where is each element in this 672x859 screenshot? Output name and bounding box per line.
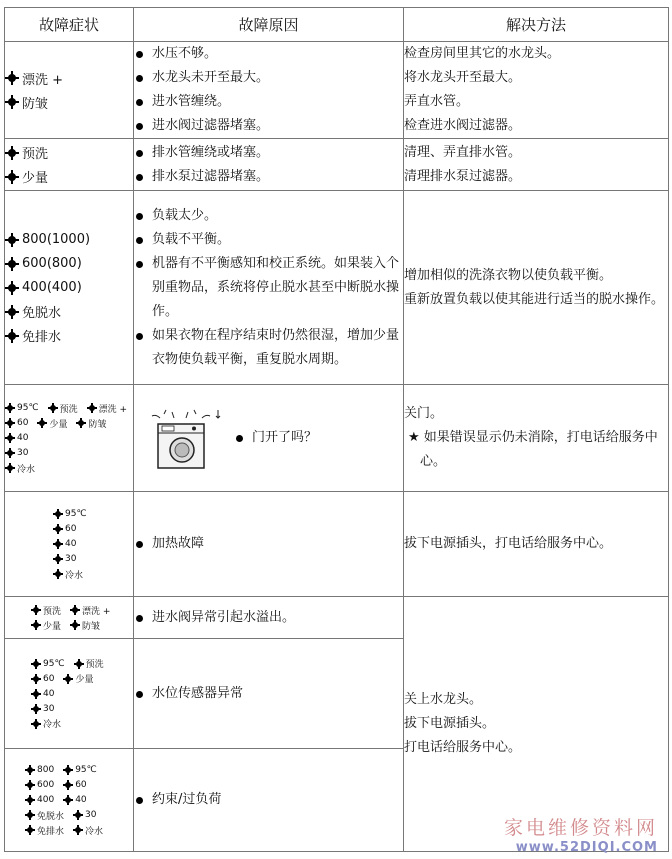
led-indicator-icon — [25, 810, 35, 820]
symptom-label: 漂洗 + — [22, 72, 64, 88]
symptom-label: 免脱水 — [22, 306, 62, 321]
cause-item: 门开了吗？ — [234, 426, 317, 450]
solution-cell — [404, 492, 669, 597]
led-indicator-icon — [25, 765, 35, 775]
cause-item: 约束/过负荷 — [134, 788, 403, 812]
symptom-line — [5, 90, 133, 114]
symptom-indicator — [63, 780, 86, 790]
table-row — [5, 597, 669, 639]
cause-item: 负载太少。 — [134, 204, 403, 228]
solution-item: 清理、弄直排水管。 — [404, 144, 522, 160]
solution-cell — [404, 42, 669, 139]
symptom-indicator — [25, 809, 64, 822]
symptom-label: 400 — [37, 795, 55, 805]
symptom-indicator — [5, 143, 48, 162]
symptom-indicator — [87, 402, 127, 415]
solution-item: 拔下电源插头，打电话给服务中心。 — [404, 536, 613, 551]
symptom-indicator — [53, 568, 83, 581]
table-header-row — [5, 8, 669, 42]
symptom-label: 40 — [17, 433, 29, 443]
symptom-line — [25, 793, 133, 808]
symptom-indicator — [5, 93, 48, 112]
symptom-label: 95℃ — [43, 658, 65, 669]
symptom-line — [53, 522, 133, 537]
cause-cell — [134, 42, 404, 139]
led-indicator-icon — [5, 71, 19, 85]
symptom-label: 预洗 — [43, 606, 62, 617]
symptom-indicator — [63, 765, 97, 775]
symptom-label: 少量 — [49, 419, 68, 430]
symptom-line — [53, 507, 133, 522]
led-indicator-icon — [5, 281, 19, 295]
header-cause: 故障原因 — [134, 8, 404, 42]
table-row — [5, 385, 669, 492]
symptom-label: 冷水 — [85, 826, 104, 837]
symptom-line — [31, 603, 133, 618]
solution-item: 关上水龙头。 — [404, 692, 483, 707]
solution-item: 弄直水管。 — [404, 94, 470, 109]
symptom-line — [31, 656, 133, 671]
symptom-label: 95℃ — [17, 403, 39, 413]
led-indicator-icon — [63, 795, 73, 805]
solution-cell — [404, 385, 669, 492]
symptom-cell — [5, 139, 134, 191]
symptom-line — [5, 300, 133, 324]
symptom-line — [5, 276, 133, 300]
symptom-indicator — [31, 689, 54, 699]
symptom-line — [5, 401, 133, 416]
symptom-indicator — [31, 619, 61, 632]
symptom-indicator — [25, 795, 54, 805]
symptom-label: 少量 — [43, 621, 62, 632]
cause-item: 水位传感器异常 — [134, 682, 403, 706]
symptom-label: 60 — [75, 780, 87, 790]
symptom-line — [31, 701, 133, 716]
symptom-indicator — [5, 403, 39, 413]
cause-item: 排水泵过滤器堵塞。 — [134, 165, 403, 189]
solution-cell — [404, 139, 669, 191]
table-row — [5, 42, 669, 139]
symptom-label: 防皱 — [82, 621, 101, 632]
symptom-line — [25, 778, 133, 793]
table-row — [5, 139, 669, 191]
symptom-indicator — [5, 418, 28, 428]
symptom-label: 30 — [43, 703, 55, 714]
symptom-line — [25, 823, 133, 838]
symptom-cell — [5, 385, 134, 492]
symptom-label: 防皱 — [22, 96, 49, 112]
led-indicator-icon — [76, 418, 86, 428]
symptom-line — [25, 808, 133, 823]
symptom-indicator — [5, 69, 63, 88]
symptom-indicator — [53, 539, 76, 549]
symptom-cell — [5, 639, 134, 749]
led-indicator-icon — [31, 689, 41, 699]
solution-item: 拔下电源插头。 — [404, 716, 496, 731]
symptom-indicator — [74, 657, 104, 670]
symptom-label: 60 — [43, 673, 55, 684]
header-symptom: 故障症状 — [5, 8, 134, 42]
symptom-label: 95℃ — [65, 509, 87, 519]
symptom-label: 30 — [65, 554, 77, 564]
symptom-label: 漂洗 + — [82, 606, 111, 617]
symptom-line — [53, 552, 133, 567]
symptom-cell — [5, 597, 134, 639]
led-indicator-icon — [70, 620, 80, 630]
symptom-label: 预洗 — [59, 404, 78, 415]
symptom-cell — [5, 749, 134, 852]
symptom-label: 30 — [85, 810, 97, 820]
symptom-line — [5, 141, 133, 165]
symptom-indicator — [25, 780, 54, 790]
led-indicator-icon — [5, 463, 15, 473]
symptom-line — [5, 66, 133, 90]
led-indicator-icon — [5, 95, 19, 109]
solution-item: 检查房间里其它的水龙头。 — [404, 46, 561, 61]
solution-note: ★ 如果错误显示仍未消除，打电话给服务中心。 — [408, 430, 658, 469]
solution-item: 重新放置负载以使其能进行适当的脱水操作。 — [404, 291, 665, 307]
cause-item: 加热故障 — [134, 532, 403, 556]
led-indicator-icon — [53, 509, 63, 519]
symptom-cell — [5, 42, 134, 139]
symptom-indicator — [31, 659, 65, 669]
washing-machine-door-open-icon — [134, 406, 226, 470]
led-indicator-icon — [5, 305, 19, 319]
symptom-indicator — [25, 765, 54, 775]
symptom-indicator — [76, 417, 106, 430]
symptom-label: 冷水 — [17, 464, 36, 475]
symptom-indicator — [5, 326, 61, 345]
symptom-indicator — [37, 417, 67, 430]
symptom-indicator — [70, 604, 110, 617]
symptom-indicator — [5, 462, 35, 475]
cause-item: 水龙头未开至最大。 — [134, 66, 403, 90]
led-indicator-icon — [53, 524, 63, 534]
watermark-title: 家电维修资料网 — [503, 817, 658, 839]
symptom-label: 40 — [43, 688, 55, 699]
cause-item: 机器有不平衡感知和校正系统。如果装入个别重物品，系统将停止脱水甚至中断脱水操作。 — [134, 252, 403, 324]
symptom-line — [53, 567, 133, 582]
watermark — [504, 813, 658, 855]
led-indicator-icon — [31, 659, 41, 669]
symptom-line — [31, 671, 133, 686]
symptom-label: 冷水 — [43, 720, 62, 730]
cause-item: 进水管缠绕。 — [134, 90, 403, 114]
solution-cell — [404, 191, 669, 385]
symptom-indicator — [73, 810, 96, 820]
led-indicator-icon — [5, 257, 19, 271]
symptom-label: 冷水 — [65, 570, 84, 581]
solution-item: 将水龙头开至最大。 — [404, 70, 522, 85]
cause-item: 如果衣物在程序结束时仍然很湿，增加少量衣物使负载平衡，重复脱水周期。 — [134, 324, 403, 372]
led-indicator-icon — [5, 329, 19, 343]
symptom-line — [5, 324, 133, 348]
symptom-indicator — [5, 256, 82, 271]
symptom-label: 预洗 — [85, 660, 104, 670]
symptom-indicator — [5, 232, 90, 247]
cause-cell — [134, 139, 404, 191]
symptom-label: 免排水 — [22, 330, 62, 345]
symptom-line — [31, 618, 133, 633]
symptom-indicator — [31, 704, 54, 714]
symptom-label: 免脱水 — [37, 811, 65, 822]
symptom-line — [31, 686, 133, 701]
header-solution: 解决方法 — [404, 8, 669, 42]
symptom-label: 40 — [75, 795, 87, 805]
led-indicator-icon — [48, 403, 58, 413]
cause-item: 水压不够。 — [134, 42, 403, 66]
symptom-indicator — [63, 672, 93, 685]
led-indicator-icon — [63, 765, 73, 775]
led-indicator-icon — [31, 704, 41, 714]
symptom-label: 60 — [17, 418, 29, 428]
symptom-label: 免排水 — [37, 826, 65, 837]
symptom-label: 40 — [65, 539, 77, 549]
cause-cell — [134, 191, 404, 385]
led-indicator-icon — [31, 719, 41, 729]
symptom-label: 800(1000) — [22, 232, 91, 247]
led-indicator-icon — [31, 605, 41, 615]
cause-item: 进水阀异常引起水溢出。 — [134, 606, 403, 630]
led-indicator-icon — [25, 780, 35, 790]
symptom-label: 400(400) — [22, 280, 82, 295]
solution-item: 检查进水阀过滤器。 — [404, 118, 522, 133]
solution-item: 打电话给服务中心。 — [404, 740, 522, 755]
symptom-indicator — [63, 795, 86, 805]
cause-item: 进水阀过滤器堵塞。 — [134, 114, 403, 138]
symptom-indicator — [31, 717, 61, 730]
symptom-indicator — [31, 674, 54, 684]
cause-cell — [134, 492, 404, 597]
led-indicator-icon — [5, 418, 15, 428]
led-indicator-icon — [5, 146, 19, 160]
symptom-label: 95℃ — [75, 765, 97, 775]
table-row — [5, 492, 669, 597]
led-indicator-icon — [87, 403, 97, 413]
led-indicator-icon — [5, 233, 19, 247]
symptom-line — [5, 446, 133, 461]
symptom-line — [31, 716, 133, 731]
led-indicator-icon — [73, 825, 83, 835]
symptom-line — [5, 416, 133, 431]
table-row — [5, 191, 669, 385]
star-icon: ★ — [408, 430, 424, 445]
symptom-indicator — [70, 619, 100, 632]
led-indicator-icon — [73, 810, 83, 820]
led-indicator-icon — [74, 659, 84, 669]
door-open-illustration — [134, 406, 403, 470]
symptom-indicator — [48, 402, 78, 415]
solution-item: 清理排水泵过滤器。 — [404, 168, 522, 184]
symptom-indicator — [53, 554, 76, 564]
symptom-line — [25, 763, 133, 778]
symptom-line — [53, 537, 133, 552]
led-indicator-icon — [25, 795, 35, 805]
symptom-indicator — [5, 302, 61, 321]
led-indicator-icon — [37, 418, 47, 428]
symptom-label: 600(800) — [22, 256, 82, 271]
led-indicator-icon — [31, 620, 41, 630]
symptom-label: 30 — [17, 448, 29, 458]
watermark-url: www.52DIQI.COM — [515, 840, 658, 855]
symptom-indicator — [5, 167, 48, 186]
symptom-label: 少量 — [22, 171, 49, 186]
led-indicator-icon — [70, 605, 80, 615]
solution-item: 增加相似的洗涤衣物以使负载平衡。 — [404, 267, 613, 283]
symptom-label: 600 — [37, 780, 55, 790]
led-indicator-icon — [63, 674, 73, 684]
symptom-label: 800 — [37, 765, 55, 775]
led-indicator-icon — [25, 825, 35, 835]
symptom-indicator — [5, 433, 28, 443]
symptom-label: 少量 — [75, 675, 94, 685]
symptom-indicator — [73, 824, 103, 837]
symptom-label: 防皱 — [88, 419, 107, 430]
led-indicator-icon — [53, 554, 63, 564]
symptom-indicator — [5, 448, 28, 458]
symptom-line — [5, 461, 133, 476]
led-indicator-icon — [5, 403, 15, 413]
led-indicator-icon — [53, 539, 63, 549]
cause-cell — [134, 749, 404, 852]
led-indicator-icon — [5, 448, 15, 458]
led-indicator-icon — [31, 674, 41, 684]
cause-item: 负载不平衡。 — [134, 228, 403, 252]
symptom-label: 漂洗 + — [98, 404, 127, 415]
led-indicator-icon — [53, 569, 63, 579]
led-indicator-icon — [5, 433, 15, 443]
symptom-cell — [5, 492, 134, 597]
symptom-indicator — [53, 509, 87, 519]
led-indicator-icon — [5, 170, 19, 184]
symptom-cell — [5, 191, 134, 385]
led-indicator-icon — [63, 780, 73, 790]
cause-cell — [134, 385, 404, 492]
symptom-indicator — [53, 524, 76, 534]
cause-cell — [134, 639, 404, 749]
cause-item: 排水管缠绕或堵塞。 — [134, 141, 403, 165]
solution-item: 关门。 — [404, 406, 444, 421]
symptom-label: 60 — [65, 524, 77, 534]
symptom-indicator — [5, 280, 82, 295]
cause-cell — [134, 597, 404, 639]
symptom-line — [5, 165, 133, 189]
symptom-line — [5, 431, 133, 446]
symptom-label: 预洗 — [22, 147, 49, 162]
symptom-indicator — [25, 824, 64, 837]
symptom-line — [5, 252, 133, 276]
symptom-line — [5, 228, 133, 252]
troubleshooting-table — [4, 7, 669, 852]
symptom-indicator — [31, 604, 61, 617]
